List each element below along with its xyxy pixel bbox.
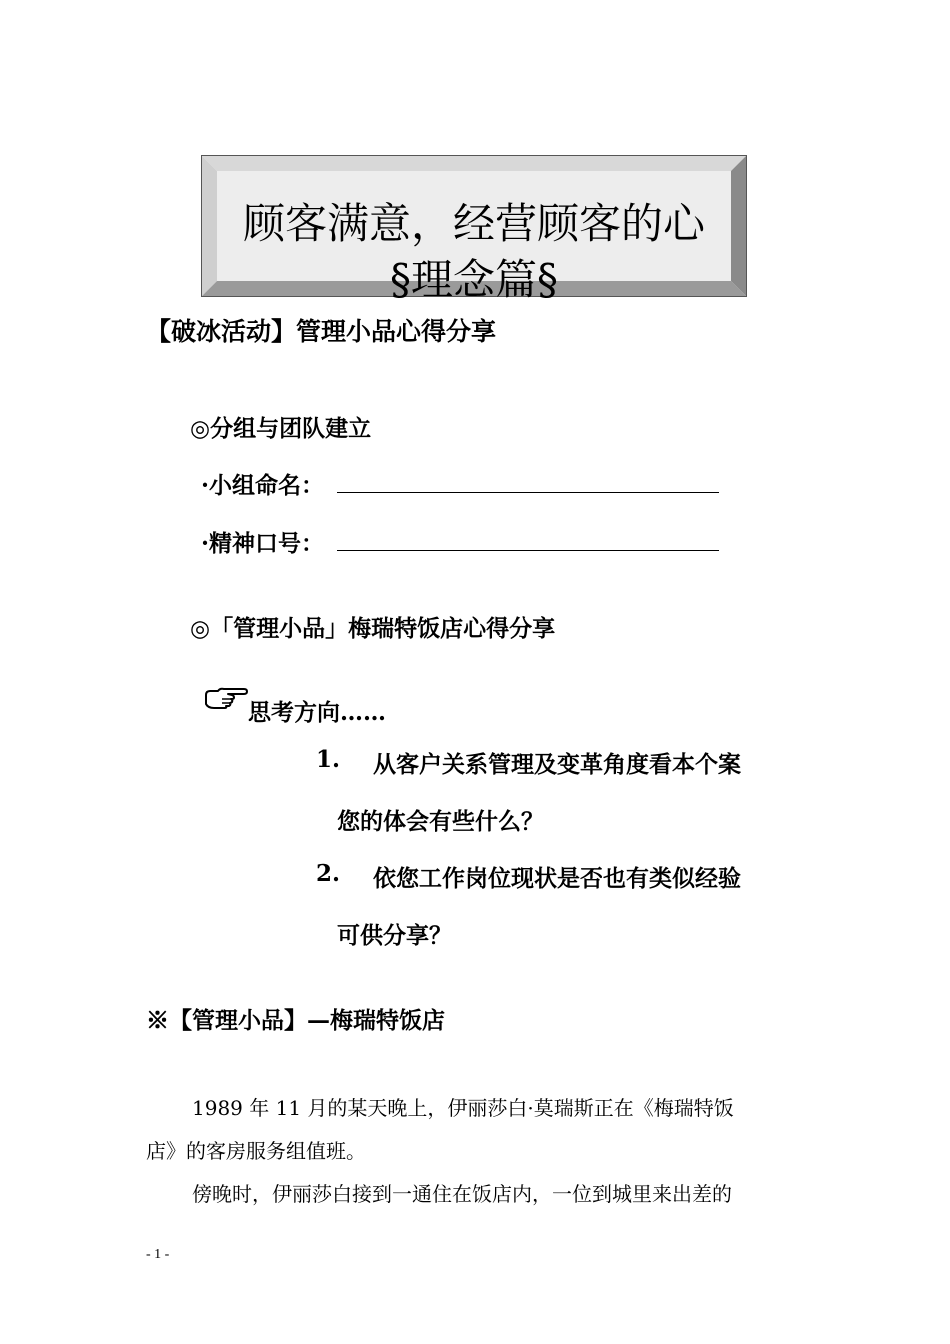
share-heading: ◎「管理小品」梅瑞特饭店心得分享 xyxy=(190,615,556,642)
pointing-hand-icon xyxy=(204,686,248,714)
title-main: 顾客满意，经营顾客的心 xyxy=(242,199,705,248)
slogan-blank[interactable] xyxy=(337,550,719,551)
story-paragraph-1-line-1: 1989 年 11 月的某天晚上，伊丽莎白·莫瑞斯正在《梅瑞特饭 xyxy=(192,1096,734,1120)
title-sub: §理念篇§ xyxy=(389,255,558,304)
story-paragraph-1-line-2: 店》的客房服务组值班。 xyxy=(146,1139,366,1163)
question-1-line-1: 从客户关系管理及变革角度看本个案 xyxy=(373,751,741,778)
story-paragraph-2-line-1: 傍晚时，伊丽莎白接到一通住在饭店内，一位到城里来出差的 xyxy=(192,1182,732,1206)
question-number-1: 1. xyxy=(316,746,341,773)
question-number-2: 2. xyxy=(316,860,341,887)
question-1-line-2: 您的体会有些什么？ xyxy=(337,808,544,835)
story-heading: ※【管理小品】—梅瑞特饭店 xyxy=(146,1007,445,1034)
team-name-blank[interactable] xyxy=(337,492,719,493)
title-banner xyxy=(201,155,747,304)
slogan-label: ·精神口号： xyxy=(201,530,325,557)
section-heading-icebreaker: 【破冰活动】管理小品心得分享 xyxy=(146,317,497,346)
page-number: - 1 - xyxy=(146,1247,170,1262)
team-name-label: ·小组命名： xyxy=(201,472,325,499)
question-2-line-2: 可供分享？ xyxy=(337,922,452,949)
question-2-line-1: 依您工作岗位现状是否也有类似经验 xyxy=(373,865,741,892)
thinking-label: 思考方向…… xyxy=(248,699,386,726)
group-heading: ◎分组与团队建立 xyxy=(190,415,372,442)
